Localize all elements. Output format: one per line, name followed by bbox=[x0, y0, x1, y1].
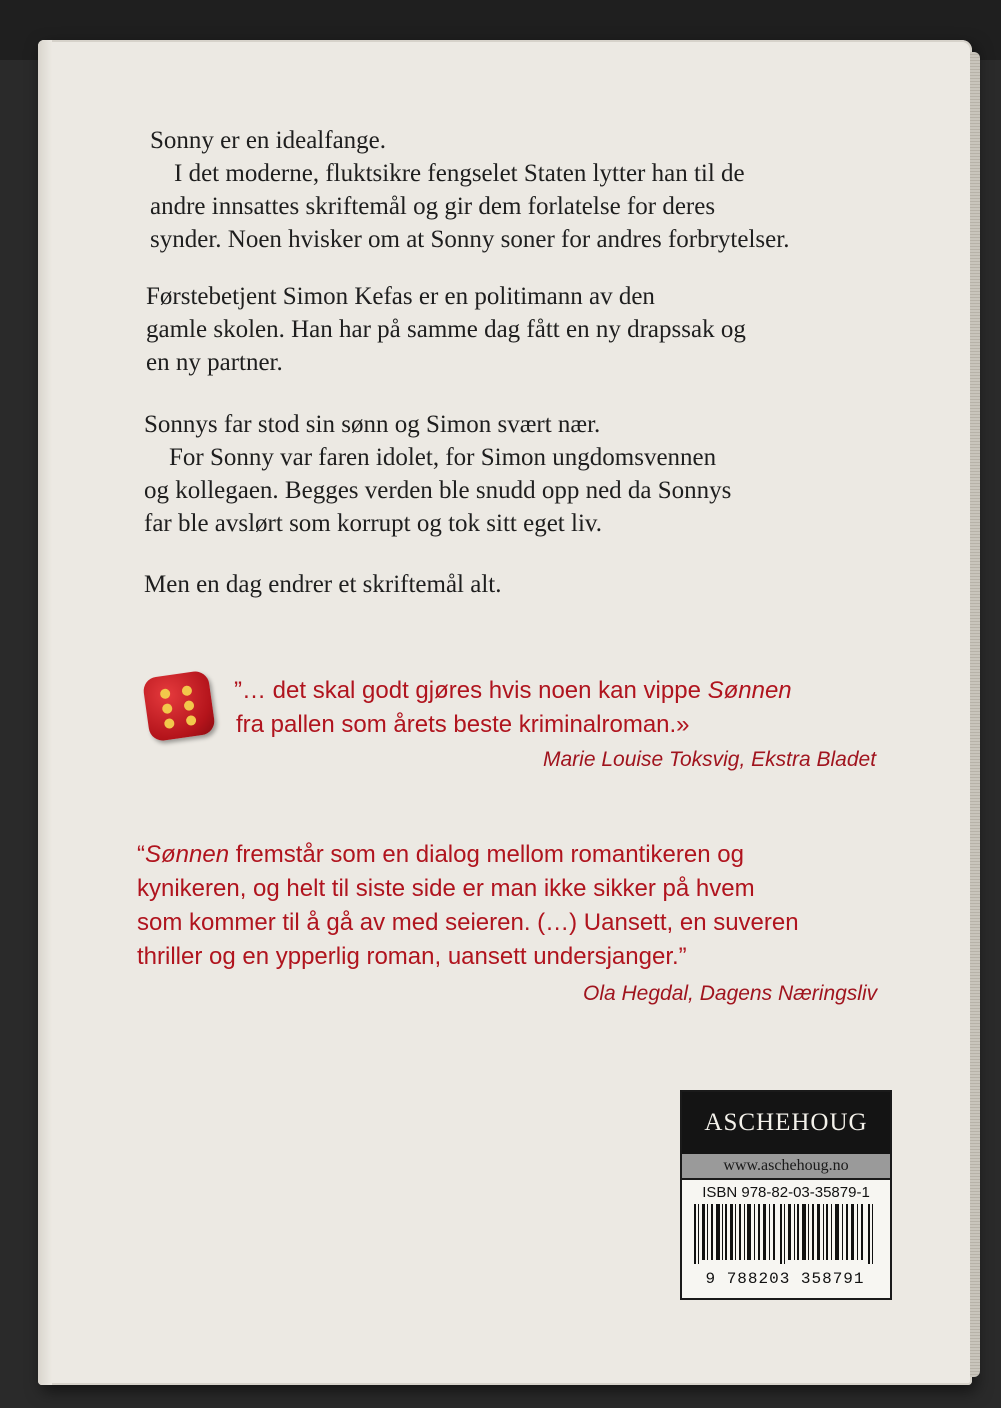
review-2-line-1 bbox=[137, 838, 744, 871]
dice-icon bbox=[142, 670, 216, 743]
review-1-line-1 bbox=[234, 674, 792, 707]
dice-pip bbox=[181, 685, 192, 696]
blurb-line: andre innsattes skriftemål og gir dem forlatelse for deres bbox=[150, 193, 716, 220]
blurb-line: far ble avslørt som korrupt og tok sitt eget liv. bbox=[144, 510, 603, 537]
review-1-line-2: fra pallen som årets beste kriminalroman.» bbox=[236, 711, 690, 738]
review-2-attribution: Ola Hegdal, Dagens Næringsliv bbox=[583, 982, 878, 1005]
blurb-line: I det moderne, fluktsikre fengselet Staten lytter han til de bbox=[174, 160, 745, 187]
review-2-line-2: kynikeren, og helt til siste side er man ikke sikker på hvem bbox=[137, 875, 755, 902]
blurb-line: Sonnys far stod sin sønn og Simon svært nær. bbox=[144, 411, 601, 438]
blurb-line: gamle skolen. Han har på samme dag fått en ny drapssak og bbox=[146, 316, 746, 343]
blurb-paragraph-3 bbox=[144, 408, 731, 540]
page-edge bbox=[970, 52, 980, 1377]
book-title: Sønnen bbox=[145, 841, 230, 868]
publisher-url: www.aschehoug.no bbox=[682, 1154, 890, 1180]
dice-pip bbox=[164, 718, 175, 729]
dice-pip bbox=[160, 688, 171, 699]
review-1-attribution: Marie Louise Toksvig, Ekstra Bladet bbox=[543, 748, 877, 771]
review-text: “ bbox=[137, 841, 145, 868]
barcode-number: 9 788203 358791 bbox=[705, 1270, 865, 1288]
barcode bbox=[694, 1204, 876, 1264]
blurb-line: en ny partner. bbox=[146, 349, 283, 376]
review-text: fremstår som en dialog mellom romantikeren og bbox=[229, 841, 744, 868]
blurb-paragraph-4 bbox=[144, 568, 502, 601]
dice-pip bbox=[183, 700, 194, 711]
blurb-line: Sonny er en idealfange. bbox=[150, 127, 387, 154]
blurb-line: Førstebetjent Simon Kefas er en politimann av den bbox=[146, 283, 655, 310]
review-text: ”… det skal godt gjøres hvis noen kan vippe bbox=[234, 677, 708, 704]
dice-pip bbox=[185, 715, 196, 726]
blurb-line: synder. Noen hvisker om at Sonny soner for andres forbrytelser. bbox=[150, 226, 790, 253]
review-2-line-3: som kommer til å gå av med seieren. (…) Uansett, en suveren bbox=[137, 909, 799, 936]
blurb-line: Men en dag endrer et skriftemål alt. bbox=[144, 571, 502, 598]
review-2-line-4: thriller og en ypperlig roman, uansett undersjanger.” bbox=[137, 943, 687, 970]
book-title: Sønnen bbox=[707, 677, 792, 704]
blurb-line: og kollegaen. Begges verden ble snudd opp ned da Sonnys bbox=[144, 477, 732, 504]
publisher-logo: ASCHEHOUG bbox=[682, 1092, 890, 1154]
dice-pip bbox=[162, 703, 173, 714]
blurb-line: For Sonny var faren idolet, for Simon ungdomsvennen bbox=[169, 444, 717, 471]
blurb-paragraph-1 bbox=[150, 124, 789, 256]
publisher-box bbox=[680, 1090, 892, 1300]
isbn-text: ISBN 978-82-03-35879-1 bbox=[702, 1184, 870, 1201]
blurb-paragraph-2 bbox=[146, 280, 746, 379]
